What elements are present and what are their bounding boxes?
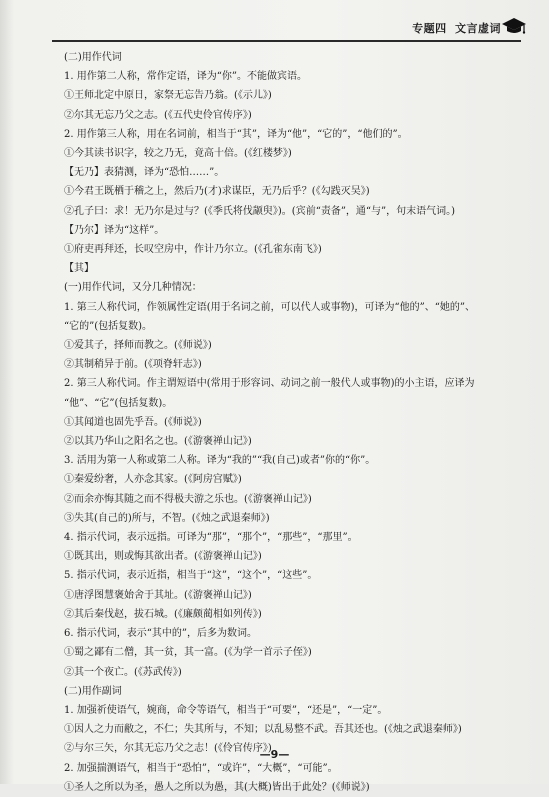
text-line: 1. 第三人称代词，作领属性定语(用于名词之前，可以代人或事物)，可译为“他的”、“她的”、 xyxy=(64,301,475,313)
page-header xyxy=(0,0,549,44)
page-number: —9— xyxy=(259,748,290,761)
text-line: ②孔子曰：求！无乃尔是过与？(《季氏将伐颛臾》)。(宾前“责备”，通“与”，句末语气词。) xyxy=(64,205,456,217)
graduation-cap-icon xyxy=(501,16,527,36)
text-line: (一)用作代词，又分几种情况： xyxy=(64,282,202,294)
text-line: 5. 指示代词，表示近指，相当于“这”，“这个”，“这些”。 xyxy=(64,570,318,582)
header-title: 文言虚词 xyxy=(455,22,501,35)
text-line: ②与尔三矢，尔其无忘乃父之志！(《伶官传序》) xyxy=(64,743,272,755)
text-line: ①府吏再拜还，长叹空房中，作计乃尔立。(《孔雀东南飞》) xyxy=(64,244,322,256)
text-line: 3. 活用为第一人称或第二人称。译为“我的”“我(自己)或者”你的“你”。 xyxy=(64,455,376,467)
text-line: ③失其(自己的)所与，不智。(《烛之武退秦师》) xyxy=(64,512,270,524)
text-line: 2. 用作第三人称，用在名词前，相当于“其”，译为“他”，“它的”，“他们的”。 xyxy=(64,128,408,140)
text-line: ①秦爱纷奢，人亦念其家。(《阿房宫赋》) xyxy=(64,474,242,486)
text-line: ①王师北定中原日，家祭无忘告乃翁。(《示儿》) xyxy=(64,90,272,102)
text-line: ①爱其子，择师而教之。(《师说》) xyxy=(64,340,212,352)
header-section: 专题四 xyxy=(412,22,447,35)
text-line: ①其闻道也固先乎吾。(《师说》) xyxy=(64,416,202,428)
text-line: 1. 加强祈使语气，婉商，命令等语气，相当于“可要”，“还是”，“一定”。 xyxy=(64,704,388,716)
text-line: ②其后秦伐赵，拔石城。(《廉颇蔺相如列传》) xyxy=(64,608,262,620)
text-line: ②而余亦悔其随之而不得极夫游之乐也。(《游褒禅山记》) xyxy=(64,493,312,505)
text-line: ①因人之力而敝之，不仁；失其所与，不知；以乱易整不武。吾其还也。(《烛之武退秦师》) xyxy=(64,724,462,736)
text-line: (二)用作副词 xyxy=(64,685,122,697)
text-line: ②其制稍异于前。(《项脊轩志》) xyxy=(64,359,202,371)
text-line: “他”、“它”(包括复数)。 xyxy=(64,397,173,409)
text-line: 1. 用作第二人称，常作定语，译为“你”。不能做宾语。 xyxy=(64,71,307,83)
text-line: ②以其乃华山之阳名之也。(《游褒禅山记》) xyxy=(64,436,252,448)
header-label xyxy=(408,20,501,36)
text-line: “它的”(包括复数)。 xyxy=(64,320,153,332)
text-line: ①蜀之鄙有二僧，其一贫，其一富。(《为学一首示子侄》) xyxy=(64,647,312,659)
text-line: ①唐浮图慧褒始舍于其址。(《游褒禅山记》) xyxy=(64,589,252,601)
document-body xyxy=(64,48,520,797)
text-line: ②尔其无忘乃父之志。(《五代史伶官传序》) xyxy=(64,109,252,121)
text-line: ②其一个夜亡。(《苏武传》) xyxy=(64,666,182,678)
text-line: ①圣人之所以为圣，愚人之所以为愚，其(大概)皆出于此处？(《师说》) xyxy=(64,781,370,793)
header-rule xyxy=(52,40,521,42)
text-line: (二)用作代词 xyxy=(64,52,122,63)
text-line: ①今其读书识字，较之乃无，竟高十倍。(《红楼梦》) xyxy=(64,148,292,160)
text-line: 4. 指示代词，表示远指。可译为“那”，“那个”，“那些”，“那里”。 xyxy=(64,532,358,544)
text-line: ①既其出，则或悔其欲出者。(《游褒禅山记》) xyxy=(64,551,262,563)
text-line: 6. 指示代词，表示“其中的”，后多为数词。 xyxy=(64,628,257,640)
text-line: ①今君王既栖于稽之上，然后乃(才)求谋臣，无乃后乎？(《勾践灭吴》) xyxy=(64,186,370,198)
text-line: 【乃尔】译为“这样”。 xyxy=(64,224,165,236)
text-line: 2. 第三人称代词。作主谓短语中(常用于形容词、动词之前一般代人或事物)的小主语，应译为 xyxy=(64,378,475,390)
text-line: 2. 加强揣测语气，相当于“恐怕”，“或许”，“大概”，“可能”。 xyxy=(64,762,338,774)
text-line: 【其】 xyxy=(64,263,94,275)
text-line: 【无乃】表猜测，译为“恐怕……”。 xyxy=(64,167,225,179)
